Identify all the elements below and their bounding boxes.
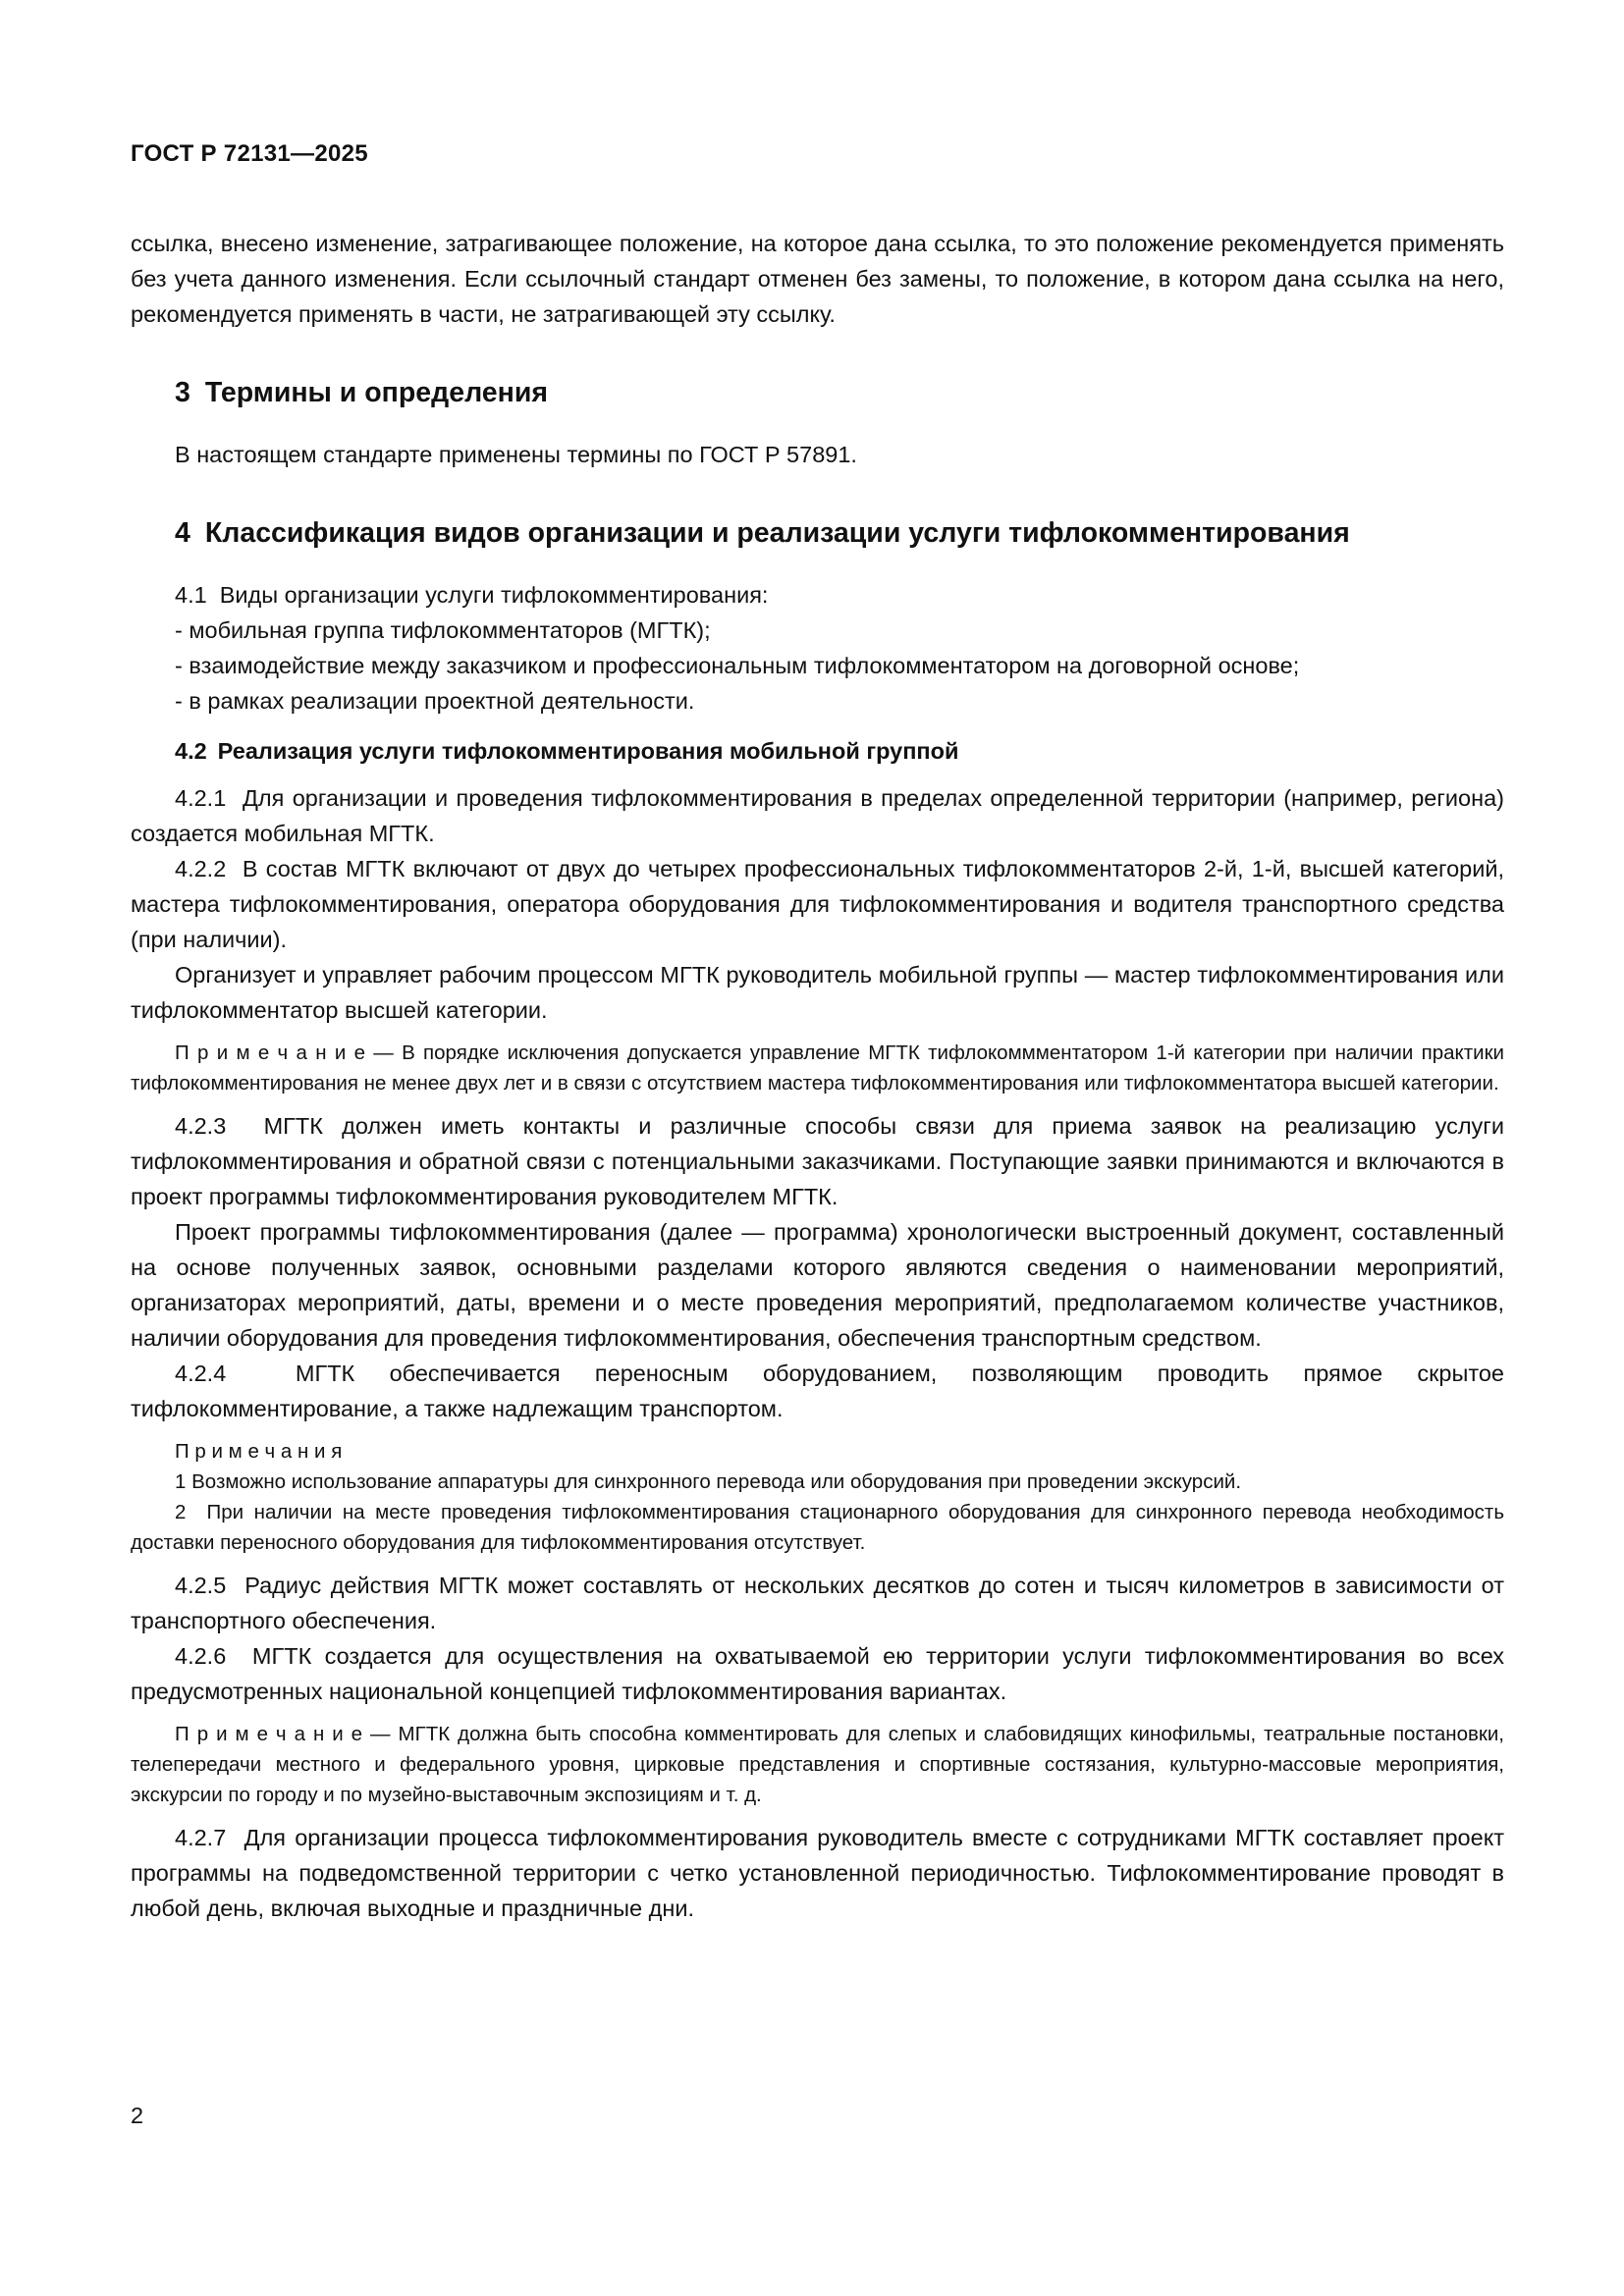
section-heading-3 xyxy=(131,371,1504,415)
subsection-number: 4.2 xyxy=(175,738,207,764)
note-2: 2 При наличии на месте проведения тифлокомментирования стационарного оборудования для синхронного перевода необходимость доставки переносного оборудования для тифлокомментирования отсутствует. xyxy=(131,1501,1504,1554)
note-block xyxy=(131,1719,1504,1810)
paragraph: В настоящем стандарте применены термины по ГОСТ Р 57891. xyxy=(175,442,857,467)
section-title: Классификация видов организации и реализации услуги тифлокомментирования xyxy=(204,517,1350,549)
paragraph-clause-4-2-4: 4.2.4 МГТК обеспечивается переносным оборудованием, позволяющим проводить прямое скрытое тифлокомментирование, а также надлежащим транспортом. xyxy=(131,1361,1504,1421)
notes-group xyxy=(131,1436,1504,1558)
notes-label: П р и м е ч а н и я xyxy=(175,1440,343,1463)
paragraph-continuation: ссылка, внесено изменение, затрагивающее положение, на которое дана ссылка, то это положение рекомендуется применять без учета данного изменения. Если ссылочный стандарт отменен без замены, то положение, в котором дана ссылка на него, рекомендуется применять в части, не затрагивающей эту ссылку. xyxy=(131,231,1504,327)
paragraph-clause-4-1: 4.1 Виды организации услуги тифлокомментирования: xyxy=(175,582,769,608)
document-content xyxy=(131,139,1504,1926)
paragraph: Проект программы тифлокомментирования (далее — программа) хронологически выстроенный документ, составленный на основе полученных заявок, основными разделами которого являются сведения о наименовании мероприятий, организаторах мероприятий, даты, времени и о месте проведения мероприятий, предполагаемом количестве участников, наличии оборудования для проведения тифлокомментирования, обеспечения транспортным средством. xyxy=(131,1219,1504,1351)
paragraph-clause-4-2-2: 4.2.2 В состав МГТК включают от двух до четырех профессиональных тифлокомментаторов 2-й, 1-й, высшей категорий, мастера тифлокомментирования, оператора оборудования для тифлокомментирования и водителя транспортного средства (при наличии). xyxy=(131,856,1504,952)
paragraph-clause-4-2-6: 4.2.6 МГТК создается для осуществления на охватываемой ею территории услуги тифлокомментирования во всех предусмотренных национальной концепцией тифлокомментирования вариантах. xyxy=(131,1643,1504,1704)
note: П р и м е ч а н и е — МГТК должна быть способна комментировать для слепых и слабовидящих кинофильмы, театральные постановки, телепередачи местного и федерального уровня, цирковые представления и спортивные состязания, культурно-массовые мероприятия, экскурсии по городу и по музейно-выставочным экспозициям и т. д. xyxy=(131,1723,1504,1806)
subsection-heading-4-2 xyxy=(131,733,1504,769)
subsection-title: Реализация услуги тифлокомментирования мобильной группой xyxy=(217,738,959,764)
note: П р и м е ч а н и е — В порядке исключения допускается управление МГТК тифлокоммментатором 1-й категории при наличии практики тифлокомментирования не менее двух лет и в связи с отсутствием мастера тифлокомментирования или тифлокомментатора высшей категории. xyxy=(131,1041,1504,1095)
doc-designation: ГОСТ Р 72131—2025 xyxy=(131,140,368,167)
paragraph-clause-4-2-5: 4.2.5 Радиус действия МГТК может составлять от нескольких десятков до сотен и тысяч километров в зависимости от транспортного обеспечения. xyxy=(131,1573,1504,1633)
list-item: - мобильная группа тифлокомментаторов (МГТК); xyxy=(175,617,711,643)
paragraph: Организует и управляет рабочим процессом МГТК руководитель мобильной группы — мастер тифлокомментирования или тифлокомментатор высшей категории. xyxy=(131,962,1504,1023)
section-number: 3 xyxy=(175,377,190,408)
paragraph-clause-4-2-7: 4.2.7 Для организации процесса тифлокомментирования руководитель вместе с сотрудниками МГТК составляет проект программы на подведомственной территории с четко установленной периодичностью. Тифлокомментирование проводят в любой день, включая выходные и праздничные дни. xyxy=(131,1825,1504,1921)
paragraph-clause-4-2-3: 4.2.3 МГТК должен иметь контакты и различные способы связи для приема заявок на реализацию услуги тифлокомментирования и обратной связи с потенциальными заказчиками. Поступающие заявки принимаются и включаются в проект программы тифлокомментирования руководителем МГТК. xyxy=(131,1113,1504,1209)
paragraph-clause-4-2-1: 4.2.1 Для организации и проведения тифлокомментирования в пределах определенной территории (например, региона) создается мобильная МГТК. xyxy=(131,785,1504,846)
list-item: - взаимодействие между заказчиком и профессиональным тифлокомментатором на договорной основе; xyxy=(175,653,1300,678)
page-number: 2 xyxy=(131,2103,144,2128)
section-title: Термины и определения xyxy=(204,377,549,408)
note-block xyxy=(131,1038,1504,1098)
section-heading-4 xyxy=(131,511,1504,556)
list-item: - в рамках реализации проектной деятельности. xyxy=(175,688,695,714)
section-number: 4 xyxy=(175,517,190,549)
note-1: 1 Возможно использование аппаратуры для синхронного перевода или оборудования при проведении экскурсий. xyxy=(175,1470,1242,1493)
